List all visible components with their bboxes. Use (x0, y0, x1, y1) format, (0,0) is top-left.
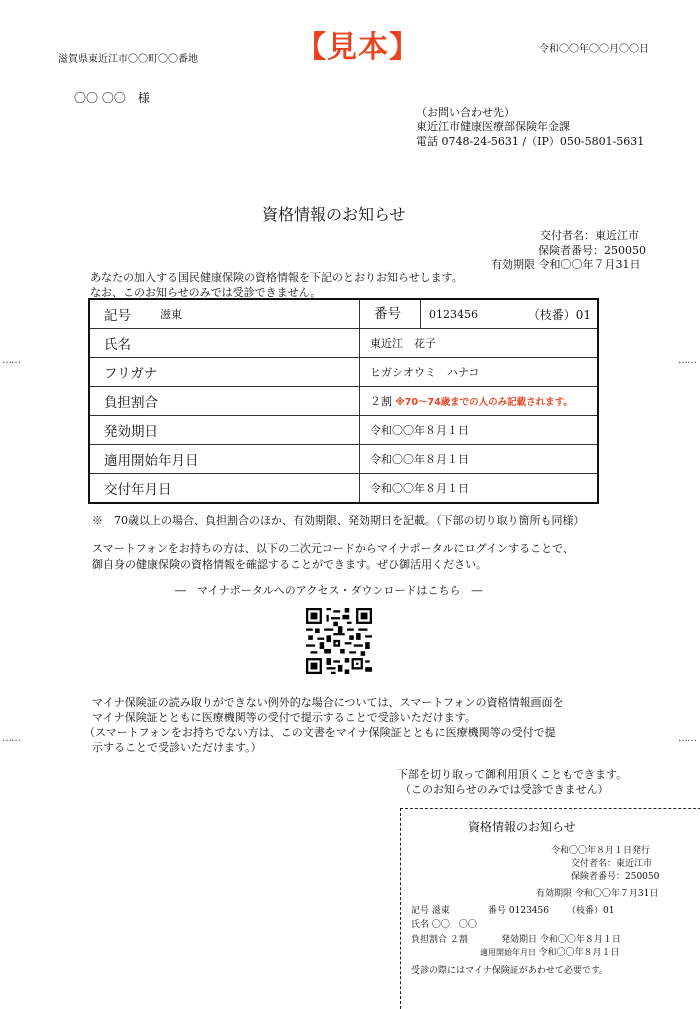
qualification-table (88, 298, 599, 504)
card-burden-label: 負担割合 (411, 935, 448, 945)
kigou-value: 滋東 (160, 308, 182, 321)
card-burden-value: ２割 (449, 935, 468, 945)
card-insurer-number: 保険者番号：250050 (571, 872, 660, 882)
card-note: 受診の際にはマイナ保険証があわせて必要です。 (411, 966, 609, 976)
bangou-label: 番号 (360, 300, 421, 328)
card-apply-value: 令和〇〇年８月１日 (538, 948, 620, 958)
date: 令和〇〇年〇〇月〇〇日 (539, 44, 649, 55)
cut-mark-right-upper: …… (678, 355, 696, 366)
cut-instruction-1: 下部を切り取って御利用頂くこともできます。 (397, 768, 628, 781)
cut-mark-left-upper: …… (2, 355, 20, 366)
footnote: ※ 70歳以上の場合、負担割合のほか、有効期限、発効期日を記載。（下部の切り取り箇所も同様） (92, 514, 585, 527)
expiry-date: 有効期限 令和〇〇年７月31日 (491, 258, 641, 271)
name-label: 氏名 (89, 329, 360, 358)
contact-heading: （お問い合わせ先） (416, 106, 515, 119)
card-bangou-label: 番号 (488, 906, 507, 916)
burden-label: 負担割合 (89, 387, 360, 416)
page-title: 資格情報のお知らせ (262, 205, 406, 224)
effective-date-label: 発効期日 (89, 416, 360, 445)
exception-line-1: マイナ保険証の読み取りができない例外的な場合については、スマートフォンの資格情報画面を (92, 696, 564, 709)
smartphone-line-2: 御自身の健康保険の資格情報を確認することができます。ぜひ御活用ください。 (92, 558, 488, 571)
sample-mark: 【見本】 (296, 30, 420, 65)
card-apply-label: 適用開始年月日 (480, 948, 536, 957)
exception-line-4: 示することで受診いただけます。） (92, 741, 262, 754)
table-row (89, 474, 598, 504)
cut-mark-right-lower: …… (678, 733, 696, 744)
issuer-name: 交付者名：東近江市 (540, 229, 639, 242)
bangou-value: 0123456 (429, 307, 478, 321)
table-row (89, 416, 598, 445)
table-row (89, 299, 598, 329)
apply-date-label: 適用開始年月日 (89, 445, 360, 474)
card-name-label: 氏名 (411, 920, 430, 930)
card-kigou-value: 滋東 (431, 906, 450, 916)
intro-line-2: なお、このお知らせのみでは受診できません。 (90, 286, 322, 299)
insurer-number: 保険者番号：250050 (538, 244, 646, 257)
issue-date-value: 令和〇〇年８月１日 (360, 474, 599, 504)
table-row (89, 387, 598, 416)
exception-line-3: （スマートフォンをお持ちでない方は、この文書をマイナ保険証とともに医療機関等の受付で提 (84, 726, 556, 739)
recipient-name: 〇〇 〇〇 様 (74, 91, 150, 105)
card-effective-label: 発効期日 (501, 935, 538, 945)
edaban-value: （枝番）01 (527, 307, 591, 322)
cut-instruction-2: （このお知らせのみでは受診できません） (400, 783, 609, 796)
table-row (89, 445, 598, 474)
card-expiry: 有効期限 令和〇〇年７月31日 (536, 889, 659, 899)
apply-date-value: 令和〇〇年８月１日 (360, 445, 599, 474)
kigou-label: 記号 (104, 308, 131, 324)
table-row (89, 358, 598, 387)
intro-line-1: あなたの加入する国民健康保険の資格情報を下記のとおりお知らせします。 (90, 271, 463, 284)
card-edaban: （枝番）01 (567, 906, 615, 916)
issue-date-label: 交付年月日 (89, 474, 360, 504)
portal-link[interactable]: ― マイナポータルへのアクセス・ダウンロードはこちら ― (175, 584, 483, 597)
card-bangou-value: 0123456 (508, 906, 549, 916)
contact-department: 東近江市健康医療部保険年金課 (416, 120, 570, 133)
card-title: 資格情報のお知らせ (468, 820, 576, 834)
exception-line-2: マイナ保険証とともに医療機関等の受付で提示することで受診いただけます。 (92, 711, 476, 724)
burden-note: ※70～74歳までの人のみ記載されます。 (395, 397, 573, 408)
furigana-label: フリガナ (89, 358, 360, 387)
address: 滋賀県東近江市〇〇町〇〇番地 (58, 54, 198, 65)
card-issue-date: 令和〇〇年８月１日発行 (551, 846, 651, 856)
table-row (89, 329, 598, 358)
card-name-value: 〇〇 〇〇 (431, 920, 477, 930)
card-issuer: 交付者名：東近江市 (571, 859, 653, 869)
furigana-value: ヒガシオウミ ハナコ (360, 358, 599, 387)
burden-value: ２割 (370, 395, 392, 408)
card-kigou-label: 記号 (411, 906, 430, 916)
cut-mark-left-lower: …… (2, 733, 20, 744)
contact-phone: 電話 0748-24-5631 /（IP）050-5801-5631 (416, 135, 645, 148)
qr-code-icon[interactable] (306, 608, 372, 674)
name-value: 東近江 花子 (360, 329, 599, 358)
effective-date-value: 令和〇〇年８月１日 (360, 416, 599, 445)
card-effective-value: 令和〇〇年８月１日 (539, 935, 621, 945)
smartphone-line-1: スマートフォンをお持ちの方は、以下の二次元コードからマイナポータルにログインすることで、 (92, 542, 574, 555)
